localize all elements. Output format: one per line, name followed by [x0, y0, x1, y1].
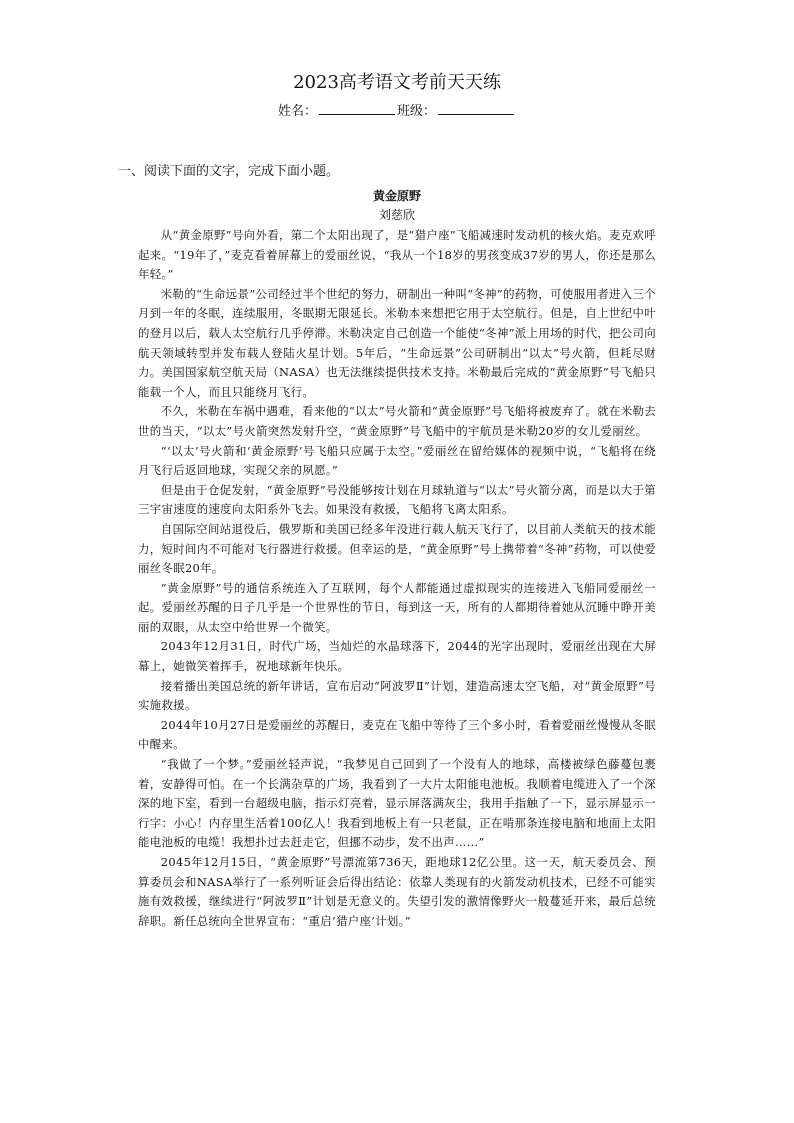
class-blank[interactable] [438, 101, 514, 115]
document-title: 2023高考语文考前天天练 [293, 72, 501, 93]
name-label: 姓名： [277, 104, 317, 119]
student-info-line [0, 101, 794, 122]
story-body [138, 226, 656, 931]
paragraph: “黄金原野”号的通信系统连入了互联网，每个人都能通过虚拟现实的连接进入飞船同爱丽丝一起。爱丽丝苏醒的日子几乎是一个世界性的节日，每到这一天，所有的人都期待着她从沉睡中睁开美丽的双眼，从太空中给世界一个微笑。 [138, 580, 656, 634]
paragraph: 接着播出美国总统的新年讲话，宣布启动“阿波罗Ⅱ”计划，建造高速太空飞船，对“黄金原野”号实施救援。 [138, 678, 656, 713]
paragraph: 2044年10月27日是爱丽丝的苏醒日，麦克在飞船中等待了三个多小时，看着爱丽丝慢慢从冬眠中醒来。 [138, 717, 656, 752]
paragraph: 但是由于仓促发射，“黄金原野”号没能够按计划在月球轨道与“以太”号火箭分离，而是以大于第三宇宙速度的速度向太阳系外飞去。如果没有救援，飞船将飞离太阳系。 [138, 482, 656, 517]
paragraph: 自国际空间站退役后，俄罗斯和美国已经多年没进行载人航天飞行了，以目前人类航天的技术能力，短时间内不可能对飞行器进行救援。但幸运的是，“黄金原野”号上携带着“冬神”药物，可以使爱丽丝冬眠20年。 [138, 521, 656, 576]
paragraph: 不久，米勒在车祸中遇难，看来他的“以太”号火箭和“黄金原野”号飞船将被废弃了。就在米勒去世的当天，“以太”号火箭突然发射升空，“黄金原野”号飞船中的宇航员是米勒20岁的女儿爱丽丝。 [138, 404, 656, 438]
paragraph: 2045年12月15日，“黄金原野”号漂流第736天，距地球12亿公里。这一天，航天委员会、预算委员会和NASA举行了一系列听证会后得出结论：依靠人类现有的火箭发动机技术，已经不可能实施有效救援，继续进行“阿波罗Ⅱ”计划是无意义的。失望引发的激情像野火一般蔓延开来，最后总统辞职。新任总统向全世界宣布：“重启‘猎户座’计划。” [138, 855, 656, 928]
story-title: 黄金原野 [372, 189, 421, 203]
paragraph: 2043年12月31日，时代广场，当灿烂的水晶球落下，2044的光字出现时，爱丽丝出现在大屏幕上，她微笑着挥手，祝地球新年快乐。 [138, 639, 656, 674]
paragraph: “‘以太’号火箭和‘黄金原野’号飞船只应属于太空。”爱丽丝在留给媒体的视频中说，“飞船将在绕月飞行后返回地球，实现父亲的夙愿。” [138, 443, 656, 478]
class-label: 班级： [397, 104, 437, 119]
paragraph: 从“黄金原野”号向外看，第二个太阳出现了，是“猎户座”飞船减速时发动机的核火焰。麦克欢呼起来。“19年了，”麦克看着屏幕上的爱丽丝说，“我从一个18岁的男孩变成37岁的男人，你还是那么年轻。” [138, 228, 656, 282]
paragraph: 米勒的“生命远景”公司经过半个世纪的努力，研制出一种叫“冬神”的药物，可使服用者进入三个月到一年的冬眠，连续服用，冬眠期无限延长。米勒本来想把它用于太空航行。但是，自上世纪中叶的登月以后，载人太空航行几乎停滞。米勒决定自己创造一个能使“冬神”派上用场的时代，把公司向航天领域转型并发布载人登陆火星计划。5年后，“生命远景”公司研制出“以太”号火箭，但耗尽财力。美国国家航空航天局（NASA）也无法继续提供技术支持。米勒最后完成的“黄金原野”号飞船只能载一个人，而且只能绕月飞行。 [138, 286, 656, 399]
name-blank[interactable] [319, 101, 395, 115]
section-heading: 一、阅读下面的文字，完成下面小题。 [118, 164, 340, 179]
story-author: 刘慈欣 [378, 208, 415, 222]
paragraph: “我做了一个梦。”爱丽丝轻声说，“我梦见自己回到了一个没有人的地球，高楼被绿色藤蔓包裹着，安静得可怕。在一个长满杂草的广场，我看到了一大片太阳能电池板。我顺着电缆进入了一个深深的地下室，看到一台超级电脑，指示灯亮着，显示屏落满灰尘，我用手指触了一下，显示屏显示一行字：小心！内存里生活着100亿人！我看到地板上有一只老鼠，正在啃那条连接电脑和地面上太阳能电池板的电缆！我想扑过去赶走它，但挪不动步，发不出声……” [138, 757, 656, 850]
